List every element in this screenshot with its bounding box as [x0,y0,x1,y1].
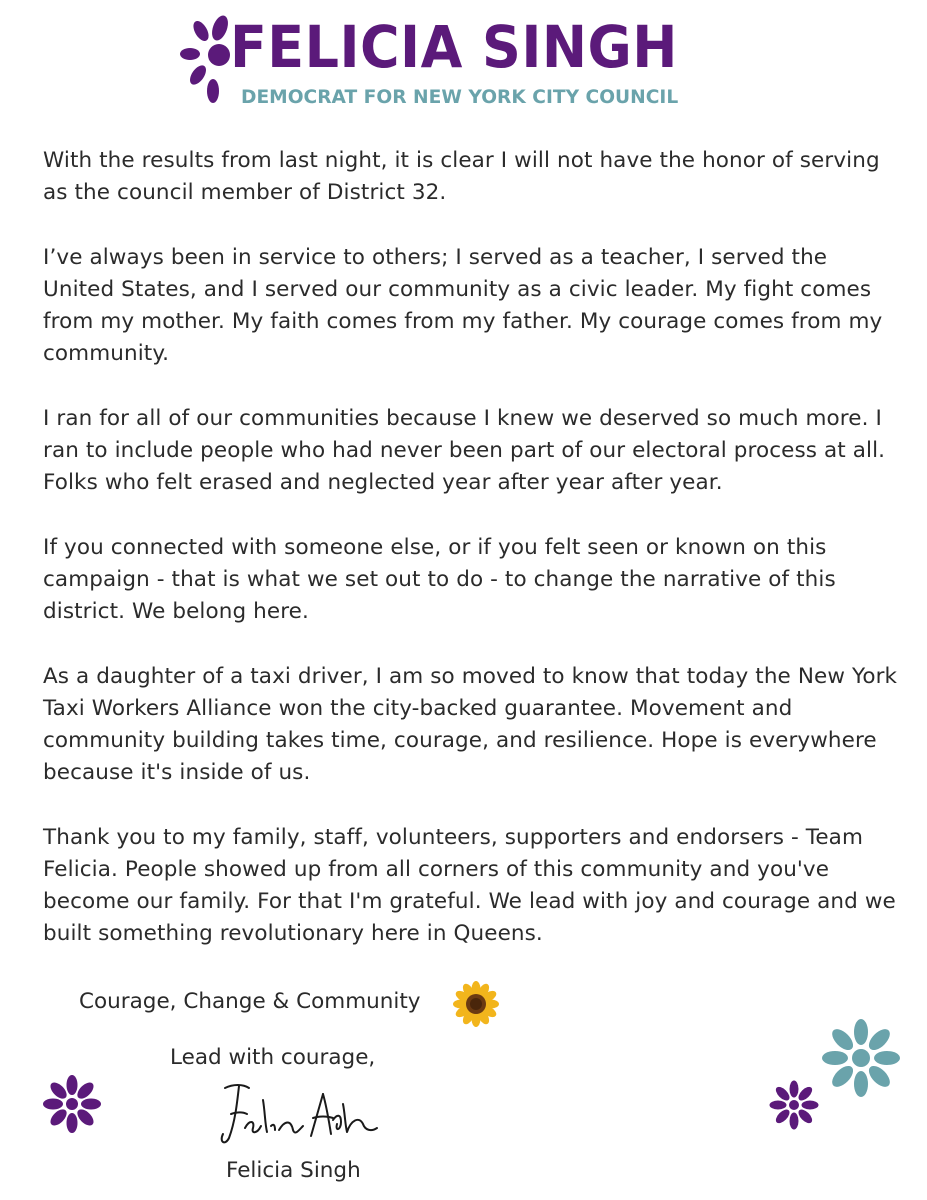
purple-flower-icon [41,1073,103,1135]
candidate-name: FELICIA SINGH [230,13,678,81]
teal-flower-icon [819,1016,903,1100]
purple-flower-icon [768,1079,820,1131]
closing-line: Lead with courage, [170,1045,376,1070]
motto: Courage, Change & Community [79,989,421,1014]
sunflower-icon [452,980,500,1028]
paragraph: I’ve always been in service to others; I served as a teacher, I served the United States, and I served our community as a civic leader. My fight comes from my mother. My faith comes from my father. My courage comes from my community. [43,245,883,366]
paragraph: I ran for all of our communities because I knew we deserved so much more. I ran to include people who had never been part of our electoral process at all. Folks who felt erased and neglected year after year after year. [43,406,886,495]
letterhead [0,0,927,125]
paragraph: As a daughter of a taxi driver, I am so moved to know that today the New York Taxi Workers Alliance won the city-backed guarantee. Movement and community building takes time, courage, and resilience. Hope is everywhere because it's inside of us. [43,664,898,785]
candidate-tagline: DEMOCRAT FOR NEW YORK CITY COUNCIL [241,86,679,108]
signer-name: Felicia Singh [226,1158,361,1183]
paragraph: With the results from last night, it is clear I will not have the honor of serving as the council member of District 32. [43,148,880,205]
letter-body [43,145,903,983]
signature [215,1080,385,1150]
paragraph: Thank you to my family, staff, volunteers, supporters and endorsers - Team Felicia. People showed up from all corners of this community and you've become our family. For that I'm grateful. We lead with joy and courage and we built something revolutionary here in Queens. [43,825,896,946]
paragraph: If you connected with someone else, or if you felt seen or known on this campaign - that is what we set out to do - to change the narrative of this district. We belong here. [43,535,836,624]
